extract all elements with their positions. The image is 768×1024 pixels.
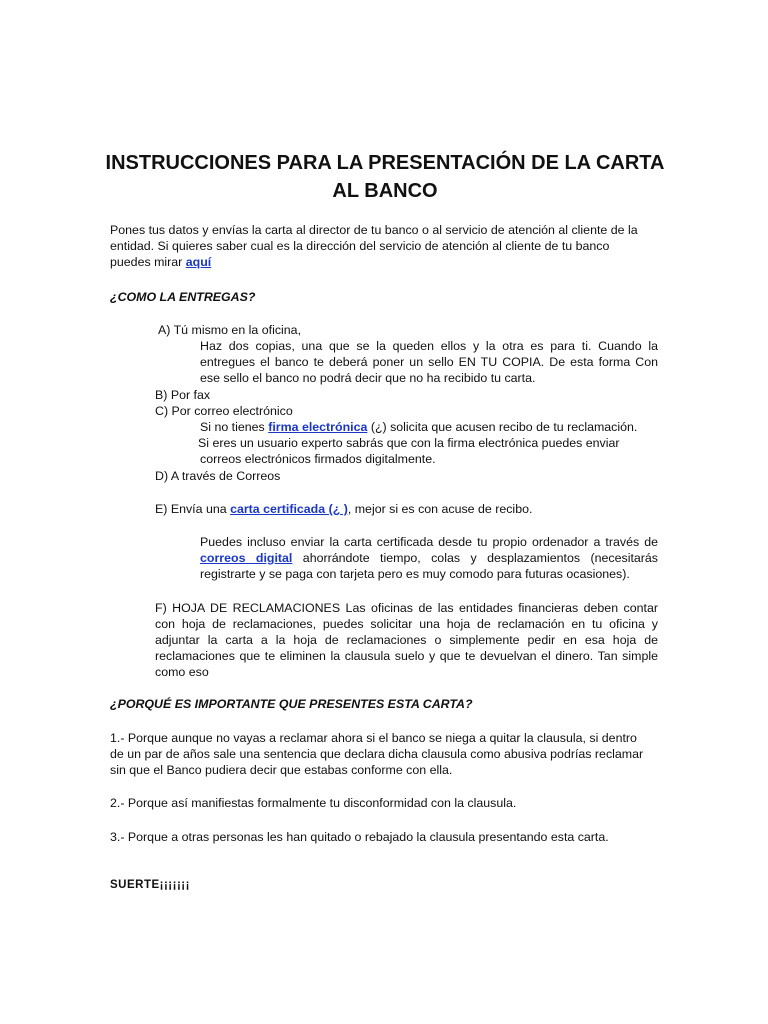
option-f-paragraph: F) HOJA DE RECLAMACIONES Las oficinas de las entidades financieras deben contar con hoja de reclamaciones, puedes solicitar una hoja de reclamación en tu oficina y adjuntar la carta a la hoja de reclamaciones o simplemente pedir en esa hoja de reclamaciones que te eliminen la clausula suelo y que te devuelvan el dinero. Tan simple como eso — [155, 601, 658, 679]
intro-text: Pones tus datos y envías la carta al director de tu banco o al servicio de atención al cliente de la entidad. Si quieres saber cual es la dirección del servicio de atención al cliente de tu banco puedes mirar — [110, 223, 638, 269]
option-e-post: , mejor si es con acuse de recibo. — [347, 502, 533, 516]
title-line-2: AL BANCO — [332, 180, 438, 202]
option-d-label: D) A través de Correos — [155, 469, 281, 483]
page-title — [100, 149, 670, 205]
heading-porque-importante: ¿PORQUÉ ES IMPORTANTE QUE PRESENTES ESTA CARTA? — [110, 697, 473, 711]
option-b-label: B) Por fax — [155, 388, 211, 402]
reason-2: 2.- Porque así manifiestas formalmente tu disconformidad con la clausula. — [110, 796, 517, 810]
option-a-label: A) Tú mismo en la oficina, — [158, 323, 302, 337]
link-carta-certificada[interactable]: carta certificada (¿ ) — [230, 502, 348, 516]
option-e-paragraph — [200, 534, 658, 582]
option-e-line — [155, 501, 532, 517]
intro-paragraph — [110, 222, 650, 270]
closing-text: SUERTE¡¡¡¡¡¡¡ — [110, 879, 190, 891]
option-c-post: (¿) solicita que acusen recibo de tu reclamación. — [367, 420, 638, 434]
option-c-label: C) Por correo electrónico — [155, 404, 293, 418]
title-line-1: INSTRUCCIONES PARA LA PRESENTACIÓN DE LA CARTA — [105, 152, 665, 174]
reason-3: 3.- Porque a otras personas les han quitado o rebajado la clausula presentando esta carta. — [110, 830, 609, 844]
option-e-para-post: ahorrándote tiempo, colas y desplazamientos (necesitarás registrarte y se paga con tarjeta pero es muy comodo para futuras ocasiones). — [200, 551, 658, 581]
option-e-pre: E) Envía una — [155, 502, 231, 516]
option-c-line-2: Si eres un usuario experto sabrás que con la firma electrónica puedes enviar — [198, 436, 620, 450]
heading-como-entregas: ¿COMO LA ENTREGAS? — [110, 290, 256, 304]
option-c-line-3: correos electrónicos firmados digitalmente. — [200, 452, 436, 466]
option-c-line-1 — [200, 419, 637, 435]
link-aqui[interactable]: aquí — [185, 255, 212, 269]
option-e-para-pre: Puedes incluso enviar la carta certificada desde tu propio ordenador a través de — [200, 535, 658, 549]
reason-1: 1.- Porque aunque no vayas a reclamar ahora si el banco se niega a quitar la clausula, si dentro de un par de años sale una sentencia que declara dicha clausula como abusiva podrías reclamar sin que el Banco pudiera decir que estabas conforme con ella. — [110, 731, 644, 777]
option-a-text: Haz dos copias, una que se la queden ellos y la otra es para ti. Cuando la entregues el banco te deberá poner un sello EN TU COPIA. De esta forma Con ese sello el banco no podrá decir que no ha recibido tu carta. — [200, 339, 658, 385]
option-c-pre: Si no tienes — [200, 420, 269, 434]
link-correos-digital[interactable]: correos digital — [200, 551, 293, 565]
link-firma-electronica[interactable]: firma electrónica — [268, 420, 368, 434]
